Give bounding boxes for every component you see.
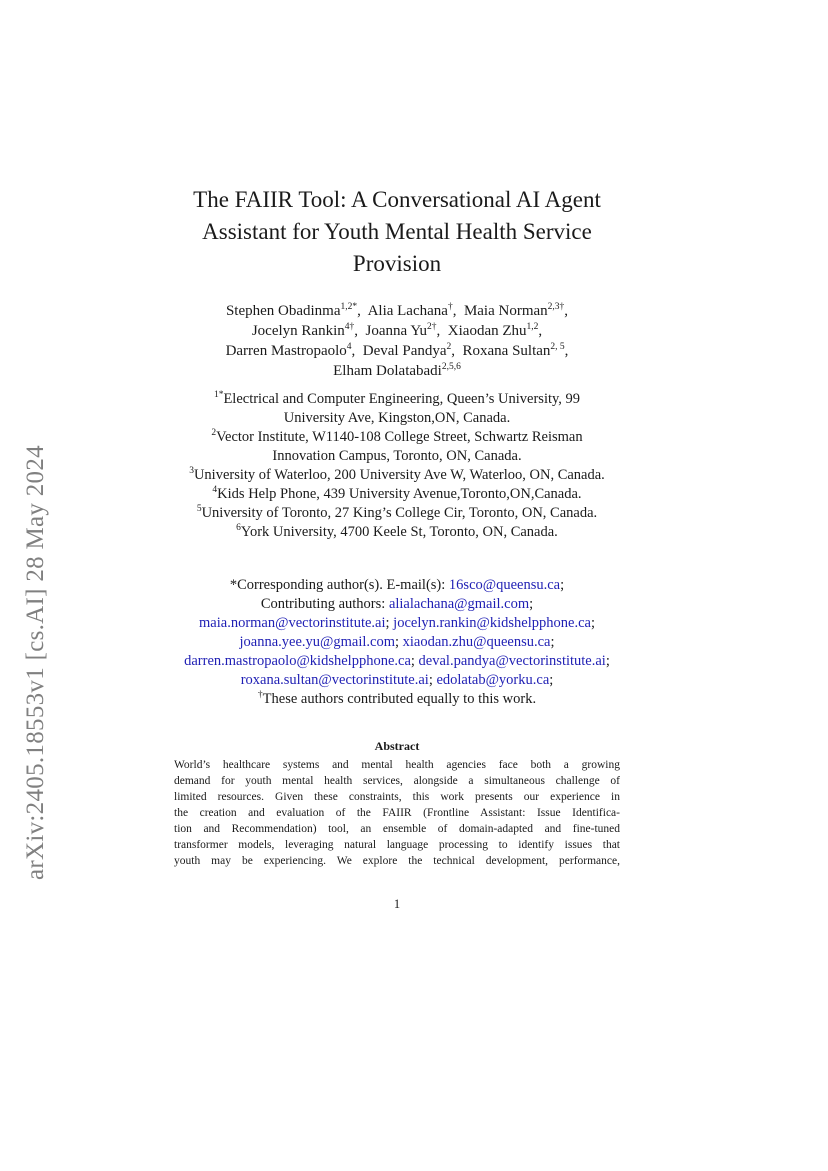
abstract-line: World’s healthcare systems and mental health agencies face both a growing (174, 759, 620, 771)
author-line (150, 361, 644, 381)
equal-contribution-note: †These authors contributed equally to this work. (257, 690, 537, 707)
email-link[interactable]: 16sco@queensu.ca (448, 577, 561, 593)
author: Darren Mastropaolo$^4$ (225, 342, 352, 359)
author: Deval Pandya$^2$ (362, 342, 452, 359)
author-line: Darren Mastropaolo$^4$, Deval Pandya$^2$, Roxana Sultan$^{2, 5}$, (225, 342, 569, 359)
affiliation: $^3$University of Waterloo, 200 University Ave W, Waterloo, ON, Canada. (189, 466, 605, 483)
email-link[interactable]: maia.norman@vectorinstitute.ai (199, 615, 386, 631)
contact-block (120, 576, 674, 709)
affiliation: $^{1*}$Electrical and Computer Engineering, Queen’s University, 99 University Ave, Kingston,ON, Canada. (213, 390, 581, 426)
author-line: Stephen Obadinma$^{1,2*}$, Alia Lachana†, Maia Norman$^{2,3\dagger}$, (225, 302, 569, 319)
abstract-text (174, 757, 620, 869)
abstract-heading: Abstract (374, 739, 420, 753)
paper-title (150, 184, 644, 280)
email-link[interactable]: joanna.yee.yu@gmail.com (239, 634, 395, 650)
email-link[interactable]: xiaodan.zhu@queensu.ca (402, 634, 551, 650)
email-link[interactable]: alialachana@gmail.com (388, 596, 530, 612)
abstract-line: transformer models, leveraging natural language processing to identify issues that (174, 839, 620, 851)
affiliation: $^4$Kids Help Phone, 439 University Avenue,Toronto,ON,Canada. (212, 485, 582, 502)
author: Joanna $Yu^{2\dagger}$ (365, 322, 437, 339)
page-number: 1 (393, 897, 401, 911)
author: Maia Norman$^{2,3\dagger}$ (463, 302, 565, 319)
email-line: darren.mastropaolo@kidshelpphone.ca; deval.pandya@vectorinstitute.ai; (184, 653, 610, 669)
author-line: Jocelyn Rankin$^{4\dagger}$, Joanna $Yu^{2\dagger}$, Xiaodan Zhu$^{1,2}$, (251, 322, 543, 339)
affiliation: $^2$Vector Institute, W1140-108 College Street, Schwartz Reisman Innovation Campus, Toronto, ON, Canada. (211, 428, 583, 464)
author-list (150, 301, 644, 381)
email-link[interactable]: deval.pandya@vectorinstitute.ai (418, 653, 606, 669)
email-link[interactable]: darren.mastropaolo@kidshelpphone.ca (184, 653, 411, 669)
abstract-line: youth may be experiencing. We explore the technical development, performance, (174, 855, 620, 867)
title-line: The FAIIR Tool: A Conversational AI Agent (193, 187, 601, 212)
author: Elham Dolatabadi$^{2,5,6}$ (333, 362, 461, 379)
email-line: maia.norman@vectorinstitute.ai; jocelyn.rankin@kidshelpphone.ca; (199, 615, 595, 631)
abstract-line: the creation and evaluation of the FAIIR (Frontline Assistant: Issue Identifica- (174, 807, 620, 819)
abstract-line: demand for youth mental health services, alongside a simultaneous challenge of (174, 775, 620, 787)
email-line: roxana.sultan@vectorinstitute.ai; edolatab@yorku.ca; (240, 672, 554, 688)
email-link[interactable]: jocelyn.rankin@kidshelpphone.ca (393, 615, 591, 631)
corresponding-author-line: *Corresponding author(s). E-mail(s): 16sco@queensu.ca; (229, 577, 565, 593)
affiliation-list (150, 390, 644, 542)
author: Roxana Sultan$^{2, 5}$ (462, 342, 565, 359)
author: Stephen Obadinma$^{1,2*}$ (225, 302, 358, 319)
title-line: Provision (352, 251, 442, 276)
author: Jocelyn Rankin$^{4\dagger}$ (251, 322, 355, 339)
author: Xiaodan Zhu$^{1,2}$ (447, 322, 539, 339)
email-link[interactable]: roxana.sultan@vectorinstitute.ai (240, 672, 429, 688)
title-line: Assistant for Youth Mental Health Service (202, 219, 592, 244)
contributing-authors-line: Contributing authors: alialachana@gmail.com; (260, 596, 534, 612)
affiliation: $^5$University of Toronto, 27 King’s College Cir, Toronto, ON, Canada. (196, 504, 598, 521)
abstract-line: tion and Recommendation) tool, an ensemble of domain-adapted and fine-tuned (174, 823, 620, 835)
author: Alia Lachana† (367, 302, 453, 319)
email-line: joanna.yee.yu@gmail.com; xiaodan.zhu@queensu.ca; (239, 634, 555, 650)
arxiv-identifier-stamp: arXiv:2405.18553v1 [cs.AI] 28 May 2024 (22, 445, 49, 880)
affiliation: $^6$York University, 4700 Keele St, Toronto, ON, Canada. (236, 523, 558, 540)
email-link[interactable]: edolatab@yorku.ca (436, 672, 550, 688)
abstract-line: limited resources. Given these constraints, this work presents our experience in (174, 791, 620, 803)
